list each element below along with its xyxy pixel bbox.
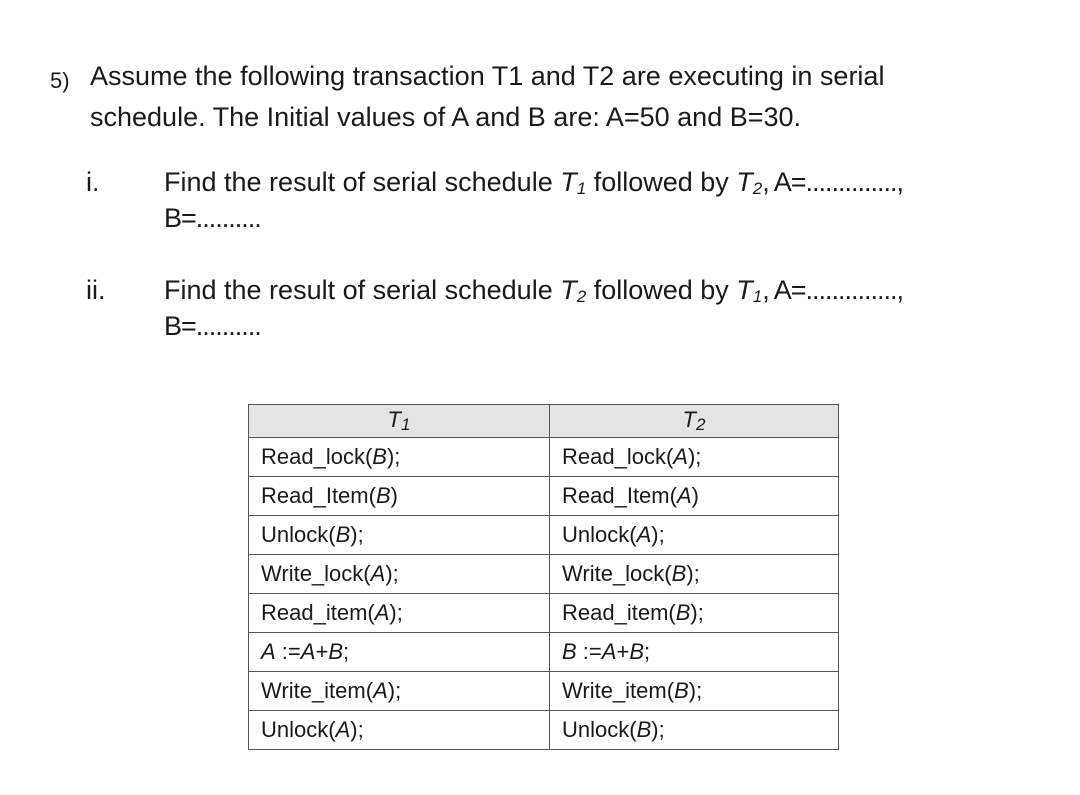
t1-operation-cell: Write_item(A);	[249, 672, 550, 711]
item-numeral-1: i.	[86, 167, 100, 197]
table-row	[249, 672, 839, 711]
header-t1-sub: 1	[400, 415, 411, 434]
table-row	[249, 516, 839, 555]
t1-operation-cell: Read_Item(B)	[249, 477, 550, 516]
t2-operation-cell: Unlock(B);	[550, 711, 839, 750]
t2-operation-cell: Unlock(A);	[550, 516, 839, 555]
table-row	[249, 711, 839, 750]
table-row	[249, 594, 839, 633]
item-1-answer-a: , A=..............,	[762, 167, 904, 197]
item-2-prefix: Find the result of serial schedule	[164, 275, 561, 305]
header-t2	[550, 405, 839, 438]
item-2-second-transaction: T	[736, 275, 753, 305]
item-line-2b: B=..........	[164, 311, 261, 341]
item-2-first-sub: 2	[576, 287, 587, 306]
question-number: 5)	[50, 68, 70, 93]
header-t2-sub: 2	[695, 415, 706, 434]
table-row	[249, 438, 839, 477]
item-1-second-sub: 2	[752, 179, 763, 198]
t1-operation-cell: A :=A+B;	[249, 633, 550, 672]
item-numeral-2: ii.	[86, 275, 106, 305]
transaction-table	[248, 404, 839, 750]
table-row	[249, 633, 839, 672]
table-row	[249, 555, 839, 594]
item-1-prefix: Find the result of serial schedule	[164, 167, 561, 197]
item-1-first-sub: 1	[576, 179, 587, 198]
t2-operation-cell: Write_lock(B);	[550, 555, 839, 594]
header-t1-name: T	[387, 407, 401, 432]
t1-operation-cell: Write_lock(A);	[249, 555, 550, 594]
header-t1	[249, 405, 550, 438]
t1-operation-cell: Unlock(B);	[249, 516, 550, 555]
t2-operation-cell: Read_lock(A);	[550, 438, 839, 477]
item-2-second-sub: 1	[752, 287, 763, 306]
header-t2-name: T	[682, 407, 696, 432]
item-2-first-transaction: T	[560, 275, 577, 305]
t1-operation-cell: Read_lock(B);	[249, 438, 550, 477]
item-line-2a	[164, 275, 903, 307]
item-line-1a	[164, 167, 903, 199]
t2-operation-cell: B :=A+B;	[550, 633, 839, 672]
t1-operation-cell: Read_item(A);	[249, 594, 550, 633]
item-2-answer-a: , A=..............,	[762, 275, 904, 305]
item-1-second-transaction: T	[736, 167, 753, 197]
table-header-row	[249, 405, 839, 438]
t2-operation-cell: Read_item(B);	[550, 594, 839, 633]
item-1-middle: followed by	[586, 167, 737, 197]
table-row	[249, 477, 839, 516]
t1-operation-cell: Unlock(A);	[249, 711, 550, 750]
item-line-1b: B=..........	[164, 203, 261, 233]
question-text-line-2: schedule. The Initial values of A and B are: A=50 and B=30.	[90, 102, 802, 132]
question-text-line-1: Assume the following transaction T1 and T2 are executing in serial	[90, 61, 885, 91]
t2-operation-cell: Write_item(B);	[550, 672, 839, 711]
item-1-first-transaction: T	[560, 167, 577, 197]
item-2-middle: followed by	[586, 275, 737, 305]
table-body	[249, 438, 839, 750]
t2-operation-cell: Read_Item(A)	[550, 477, 839, 516]
